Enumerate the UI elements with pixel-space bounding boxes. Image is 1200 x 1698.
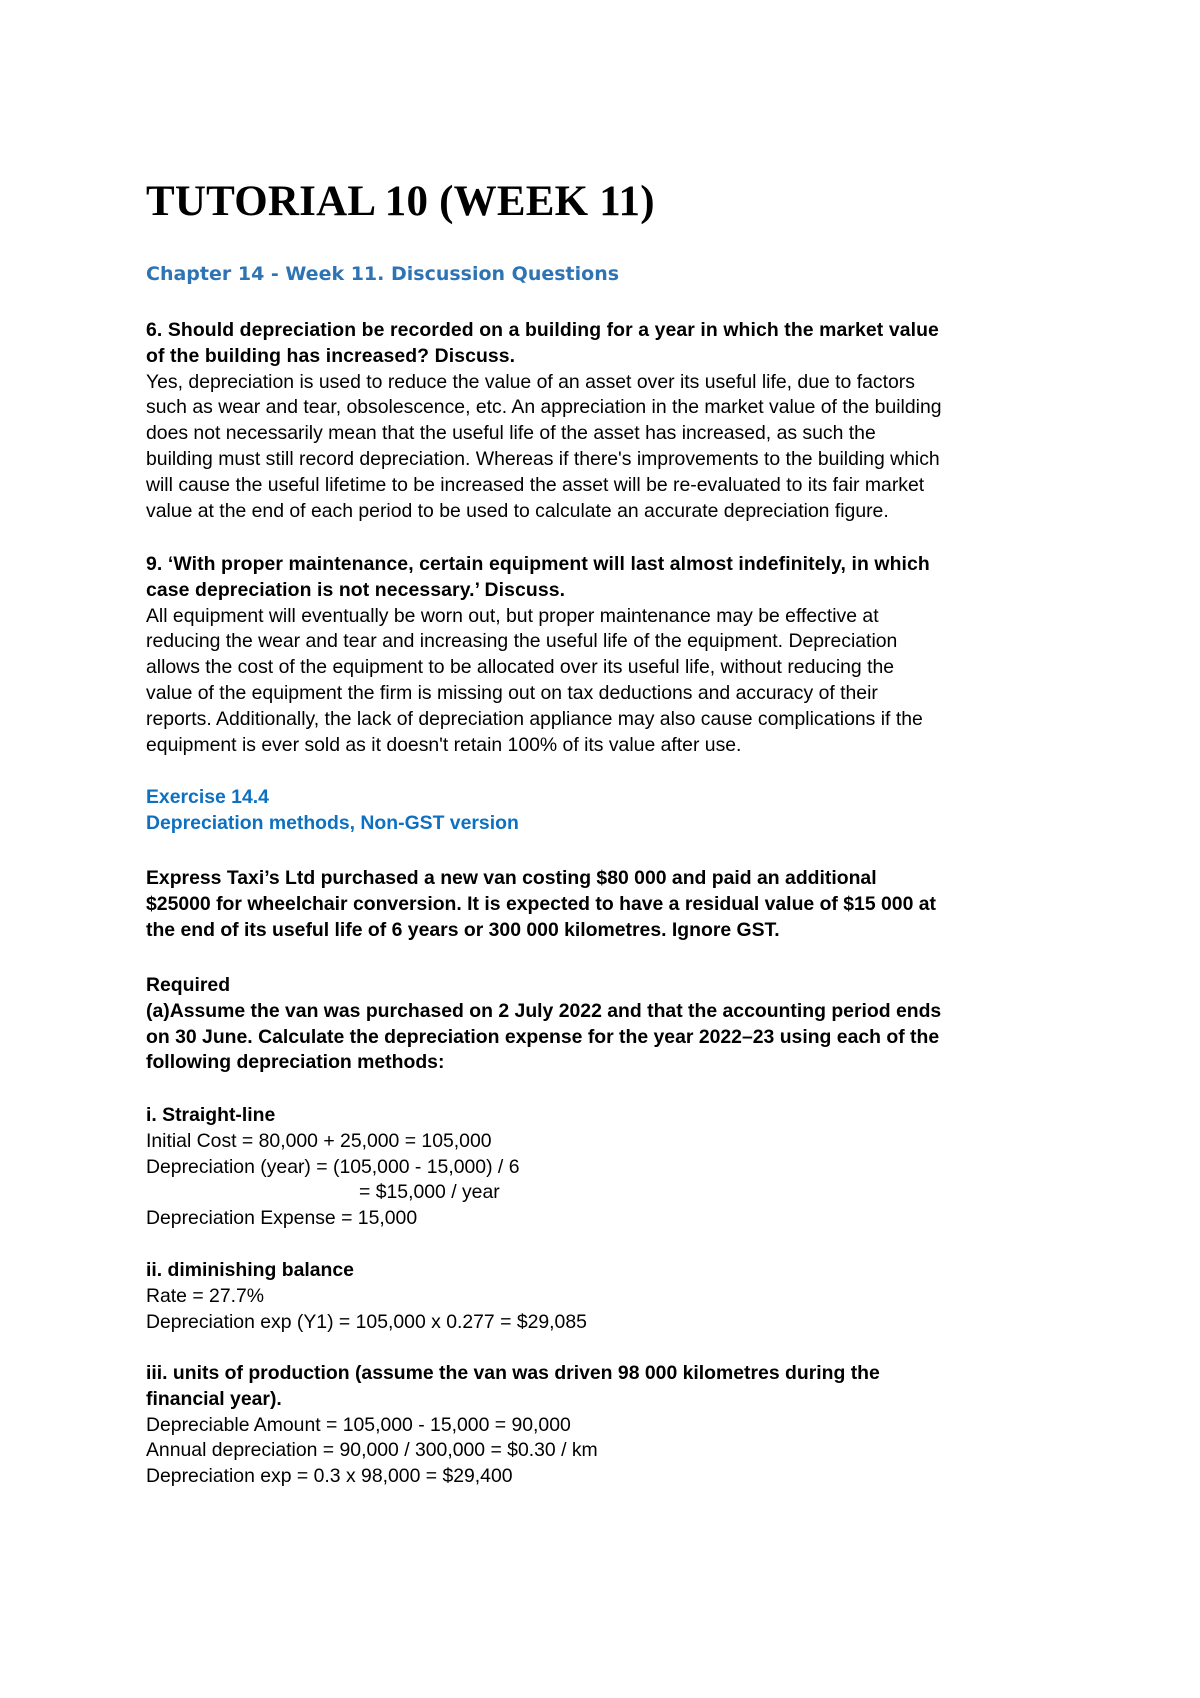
- units-heading: iii. units of production (assume the van was driven 98 000 kilometres during the: [146, 1362, 880, 1384]
- diminishing-balance-section: [146, 1258, 1086, 1335]
- question-6-text-cont: of the building has increased? Discuss.: [146, 344, 516, 367]
- question-9-text-cont: case depreciation is not necessary.’ Discuss.: [146, 578, 566, 601]
- page-title: TUTORIAL 10 (WEEK 11): [146, 178, 655, 225]
- units-calc: Annual depreciation = 90,000 / 300,000 = $0.30 / km: [146, 1439, 598, 1462]
- problem-line: $25000 for wheelchair conversion. It is expected to have a residual value of $15 000 at: [146, 892, 936, 915]
- required-section: [146, 973, 1086, 1076]
- exercise-title: Depreciation methods, Non-GST version: [146, 811, 519, 834]
- exercise-problem: [146, 866, 1086, 943]
- answer-9-line: reducing the wear and tear and increasing the useful life of the equipment. Depreciation: [146, 630, 898, 653]
- diminishing-heading: ii. diminishing balance: [146, 1259, 354, 1281]
- units-calc: Depreciable Amount = 105,000 - 15,000 = 90,000: [146, 1413, 571, 1436]
- exercise-heading: [146, 785, 1086, 837]
- answer-6-line: such as wear and tear, obsolescence, etc. An appreciation in the market value of the building: [146, 396, 942, 419]
- part-a-line: on 30 June. Calculate the depreciation expense for the year 2022–23 using each of the: [146, 1025, 940, 1048]
- answer-9-line: allows the cost of the equipment to be allocated over its useful life, without reducing the: [146, 656, 895, 679]
- answer-6-line: Yes, depreciation is used to reduce the value of an asset over its useful life, due to factors: [146, 370, 915, 393]
- question-9: [146, 552, 1086, 758]
- required-label: Required: [146, 974, 231, 996]
- straight-line-heading: i. Straight-line: [146, 1104, 276, 1126]
- answer-6-line: building must still record depreciation. Whereas if there's improvements to the building which: [146, 447, 940, 470]
- units-of-production-section: [146, 1361, 1086, 1490]
- units-calc: Depreciation exp = 0.3 x 98,000 = $29,400: [146, 1465, 513, 1488]
- answer-6-line: does not necessarily mean that the useful life of the asset has increased, as such the: [146, 422, 876, 445]
- answer-6-line: will cause the useful lifetime to be increased the asset will be re-evaluated to its fair market: [146, 473, 925, 496]
- units-heading-cont: financial year).: [146, 1387, 282, 1410]
- problem-line: the end of its useful life of 6 years or 300 000 kilometres. Ignore GST.: [146, 918, 780, 941]
- straight-line-calc: Depreciation (year) = (105,000 - 15,000) / 6: [146, 1155, 520, 1178]
- answer-6-line: value at the end of each period to be used to calculate an accurate depreciation figure.: [146, 499, 889, 522]
- straight-line-section: [146, 1103, 1086, 1232]
- question-6-text: 6. Should depreciation be recorded on a building for a year in which the market value: [146, 319, 939, 341]
- part-a-line: (a)Assume the van was purchased on 2 July 2022 and that the accounting period ends: [146, 999, 942, 1022]
- diminishing-calc: Rate = 27.7%: [146, 1284, 265, 1307]
- answer-9-line: reports. Additionally, the lack of depreciation appliance may also cause complications if the: [146, 707, 923, 730]
- exercise-number: Exercise 14.4: [146, 786, 269, 808]
- question-9-text: 9. ‘With proper maintenance, certain equipment will last almost indefinitely, in which: [146, 553, 930, 575]
- straight-line-calc: = $15,000 / year: [359, 1181, 500, 1204]
- answer-9-line: equipment is ever sold as it doesn't retain 100% of its value after use.: [146, 733, 742, 756]
- answer-9-line: value of the equipment the firm is missing out on tax deductions and accuracy of their: [146, 681, 878, 704]
- chapter-subheading: Chapter 14 - Week 11. Discussion Questions: [146, 263, 620, 285]
- part-a-line: following depreciation methods:: [146, 1051, 445, 1074]
- question-6: [146, 318, 1086, 524]
- problem-line: Express Taxi’s Ltd purchased a new van costing $80 000 and paid an additional: [146, 867, 877, 889]
- straight-line-calc: Depreciation Expense = 15,000: [146, 1207, 418, 1230]
- answer-9-line: All equipment will eventually be worn out, but proper maintenance may be effective at: [146, 604, 879, 627]
- diminishing-calc: Depreciation exp (Y1) = 105,000 x 0.277 = $29,085: [146, 1310, 587, 1333]
- straight-line-calc: Initial Cost = 80,000 + 25,000 = 105,000: [146, 1129, 492, 1152]
